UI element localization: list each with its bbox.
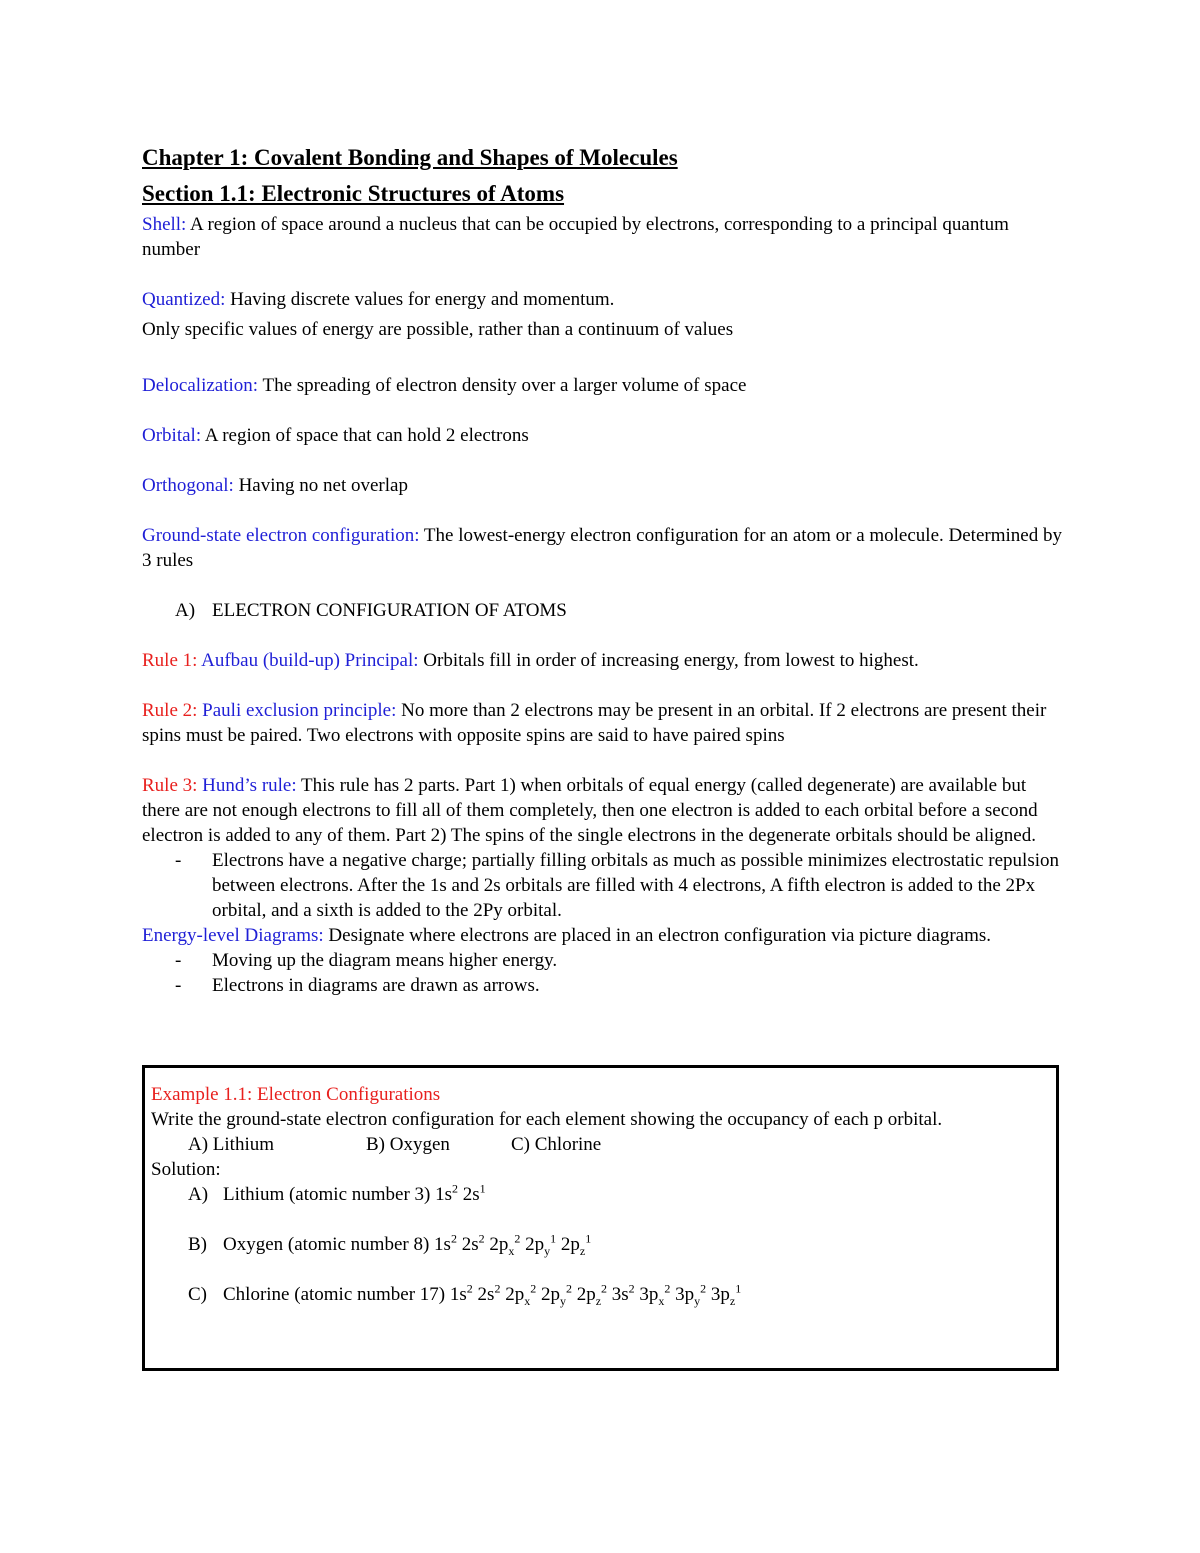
list-item: - Electrons in diagrams are drawn as arrows. <box>175 973 1062 998</box>
term-ground-state: Ground-state electron configuration: <box>142 525 420 546</box>
list-item: - Electrons have a negative charge; partially filling orbitals as much as possible minimizes electrostatic repulsion between electrons. After the 1s and 2s orbitals are filled with 4 electrons, A fifth electron is added to the 2Px orbital, and a sixth is added to the 2Py orbital. <box>175 848 1062 923</box>
rule-text: This rule has 2 parts. Part 1) when orbitals of equal energy (called degenerate) are available but there are not enough electrons to fill all of them completely, then one electron is added to each orbital before a second electron is added to any of them. Part 2) The spins of the single electrons in the degenerate orbitals should be aligned. <box>142 775 1038 846</box>
rule-2 <box>142 698 1062 748</box>
term-quantized: Quantized: <box>142 289 226 310</box>
rule-label: Rule 3: <box>142 775 198 796</box>
list-marker: C) <box>188 1284 207 1305</box>
heading-text: ELECTRON CONFIGURATION OF ATOMS <box>212 600 567 621</box>
rule-label: Rule 2: <box>142 700 198 721</box>
definition-text: The spreading of electron density over a larger volume of space <box>258 375 747 396</box>
quantized-note: Only specific values of energy are possible, rather than a continuum of values <box>142 319 734 340</box>
example-title: Example 1.1: Electron Configurations <box>151 1084 441 1105</box>
list-marker: A) <box>188 1184 209 1205</box>
choice-b: B) Oxygen <box>366 1134 450 1155</box>
definition-text: A region of space around a nucleus that can be occupied by electrons, corresponding to a principal quantum number <box>142 214 1009 260</box>
rule-1 <box>142 648 1062 673</box>
example-box <box>142 1065 1059 1371</box>
solution-a: A) Lithium (atomic number 3) $1s^2$ $2s^1$ <box>188 1181 486 1205</box>
term-shell: Shell: <box>142 214 187 235</box>
term-orbital: Orbital: <box>142 425 202 446</box>
solution-label: Solution: <box>151 1159 221 1180</box>
definition-delocalization <box>142 373 1062 398</box>
example-prompt: Write the ground-state electron configuration for each element showing the occupancy of each p orbital. <box>151 1109 943 1130</box>
term-delocalization: Delocalization: <box>142 375 259 396</box>
rule-3-bullets <box>142 848 1062 923</box>
choice-a: A) Lithium <box>188 1134 275 1155</box>
section-title: Section 1.1: Electronic Structures of Atoms <box>142 181 565 206</box>
solution-b: B) Oxygen (atomic number 8) $1s^2$ $2s^2$ $2p_x^2$ $2p_y^1$ $2p_z^1$ <box>188 1231 592 1258</box>
definition-text: The lowest-energy electron configuration for an atom or a molecule. Determined by 3 rules <box>142 525 1062 571</box>
list-item: - Moving up the diagram means higher energy. <box>175 948 1062 973</box>
definition-text: Designate where electrons are placed in an electron configuration via picture diagrams. <box>323 925 992 946</box>
definition-text: Having discrete values for energy and momentum. <box>225 289 615 310</box>
heading-electron-configuration <box>142 598 1062 623</box>
rule-text: No more than 2 electrons may be present in an orbital. If 2 electrons are present their spins must be paired. Two electrons with opposite spins are said to have paired spins <box>142 700 1047 746</box>
solution-text: Lithium (atomic number 3) 1s <box>223 1184 453 1205</box>
rule-name: Hund’s rule: <box>197 775 297 796</box>
list-marker: A) <box>175 600 196 621</box>
definition-text: A region of space that can hold 2 electrons <box>201 425 529 446</box>
rule-name: Aufbau (build-up) Principal: <box>197 650 419 671</box>
definition-orthogonal <box>142 473 1062 498</box>
definition-quantized <box>142 287 1062 312</box>
page-content <box>142 142 1062 998</box>
choice-c: C) Chlorine <box>511 1134 602 1155</box>
example-choices <box>151 1132 1056 1157</box>
definition-energy-level <box>142 923 1062 948</box>
solution-text: Oxygen (atomic number 8) 1s <box>223 1234 451 1255</box>
rule-name: Pauli exclusion principle: <box>197 700 397 721</box>
solution-c: C) Chlorine (atomic number 17) $1s^2$ $2s^2$ $2p_x^2$ $2p_y^2$ $2p_z^2$ $3s^2$ $3p_x^2$ $3p_y^2$ $3p_z^1$ <box>188 1281 742 1308</box>
definition-text: Having no net overlap <box>233 475 408 496</box>
solution-text: Chlorine (atomic number 17) 1s <box>223 1284 467 1305</box>
definition-shell <box>142 212 1062 262</box>
term-energy-level: Energy-level Diagrams: <box>142 925 324 946</box>
rule-text: Orbitals fill in order of increasing energy, from lowest to highest. <box>418 650 919 671</box>
definition-ground-state <box>142 523 1062 573</box>
term-orthogonal: Orthogonal: <box>142 475 234 496</box>
definition-orbital <box>142 423 1062 448</box>
chapter-title: Chapter 1: Covalent Bonding and Shapes of Molecules <box>142 145 678 170</box>
list-marker: B) <box>188 1234 207 1255</box>
rule-label: Rule 1: <box>142 650 198 671</box>
rule-3 <box>142 773 1062 848</box>
energy-level-bullets <box>142 948 1062 998</box>
